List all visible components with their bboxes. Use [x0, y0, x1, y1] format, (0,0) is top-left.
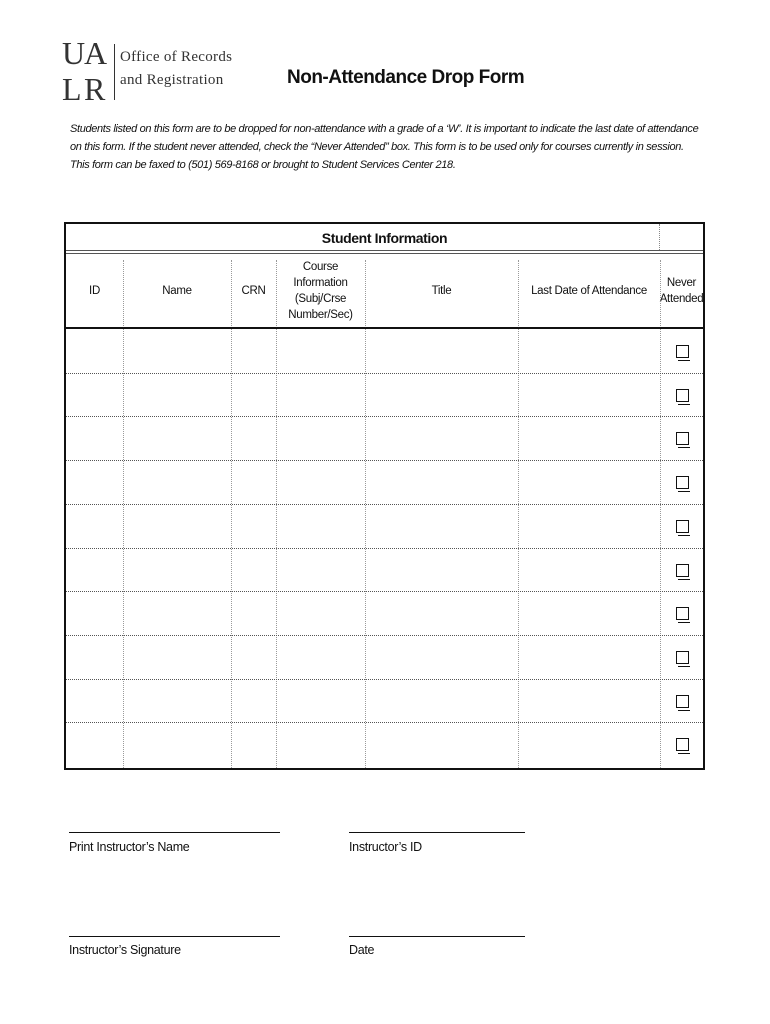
table-row-divider: [66, 635, 703, 636]
never-attended-checkbox[interactable]: [676, 564, 689, 577]
table-row-divider: [66, 416, 703, 417]
col-divider: [276, 260, 277, 768]
signature-line[interactable]: [69, 936, 280, 937]
date-line[interactable]: [349, 936, 525, 937]
never-attended-checkbox[interactable]: [676, 651, 689, 664]
table-section-header: [66, 224, 703, 254]
table-row-divider: [66, 591, 703, 592]
col-divider: [365, 260, 366, 768]
col-header-never-attended: Never Attended: [659, 276, 704, 305]
never-attended-checkbox[interactable]: [676, 476, 689, 489]
signature-label: Instructor’s Signature: [69, 943, 181, 957]
col-header-id: ID: [89, 284, 100, 297]
col-divider: [123, 260, 124, 768]
col-divider: [518, 260, 519, 768]
never-attended-checkbox[interactable]: [676, 345, 689, 358]
never-attended-checkbox[interactable]: [676, 695, 689, 708]
table-row-divider: [66, 679, 703, 680]
print-name-line[interactable]: [69, 832, 280, 833]
form-title: Non-Attendance Drop Form: [287, 67, 525, 88]
date-label: Date: [349, 943, 375, 957]
office-name-line2: and Registration: [120, 72, 224, 88]
never-attended-checkbox[interactable]: [676, 432, 689, 445]
svg-text:L: L: [62, 71, 82, 104]
instructor-id-line[interactable]: [349, 832, 525, 833]
table-row-divider: [66, 548, 703, 549]
instructor-id-label: Instructor’s ID: [349, 840, 422, 854]
table-row-divider: [66, 722, 703, 723]
col-divider: [660, 260, 661, 768]
col-header-crn: CRN: [241, 284, 266, 297]
svg-text:A: A: [84, 35, 108, 71]
col-header-title: Title: [431, 284, 452, 297]
ualr-monogram-icon: [62, 34, 112, 104]
never-attended-checkbox[interactable]: [676, 607, 689, 620]
svg-text:U: U: [62, 35, 86, 71]
table-row-divider: [66, 460, 703, 461]
col-header-last-date: Last Date of Attendance: [531, 284, 647, 297]
header-bottom-rule: [66, 327, 703, 329]
table-row-divider: [66, 504, 703, 505]
student-information-table: [64, 222, 705, 770]
header-divider: [659, 224, 661, 250]
never-attended-checkbox[interactable]: [676, 520, 689, 533]
table-row-divider: [66, 373, 703, 374]
col-header-name: Name: [162, 284, 192, 297]
ualr-logo: [62, 34, 232, 104]
instructions-text: Students listed on this form are to be dropped for non-attendance with a grade of a ‘W’. It is important to indicate the last date of attendance on this form. If the student never attended, check the “Never Attended” box. This form is to be used only for courses currently in session. This form can be faxed to (501) 569-8168 or brought to Student Services Center 218.: [70, 123, 699, 171]
office-name-line1: Office of Records: [120, 49, 233, 65]
never-attended-checkbox[interactable]: [676, 389, 689, 402]
section-title: Student Information: [321, 230, 448, 246]
col-divider: [231, 260, 232, 768]
logo-divider: [114, 44, 115, 100]
col-header-course-info: Course Information (Subj/Crse Number/Sec): [288, 260, 353, 321]
print-name-label: Print Instructor’s Name: [69, 840, 190, 854]
never-attended-checkbox[interactable]: [676, 738, 689, 751]
svg-text:R: R: [84, 71, 106, 104]
